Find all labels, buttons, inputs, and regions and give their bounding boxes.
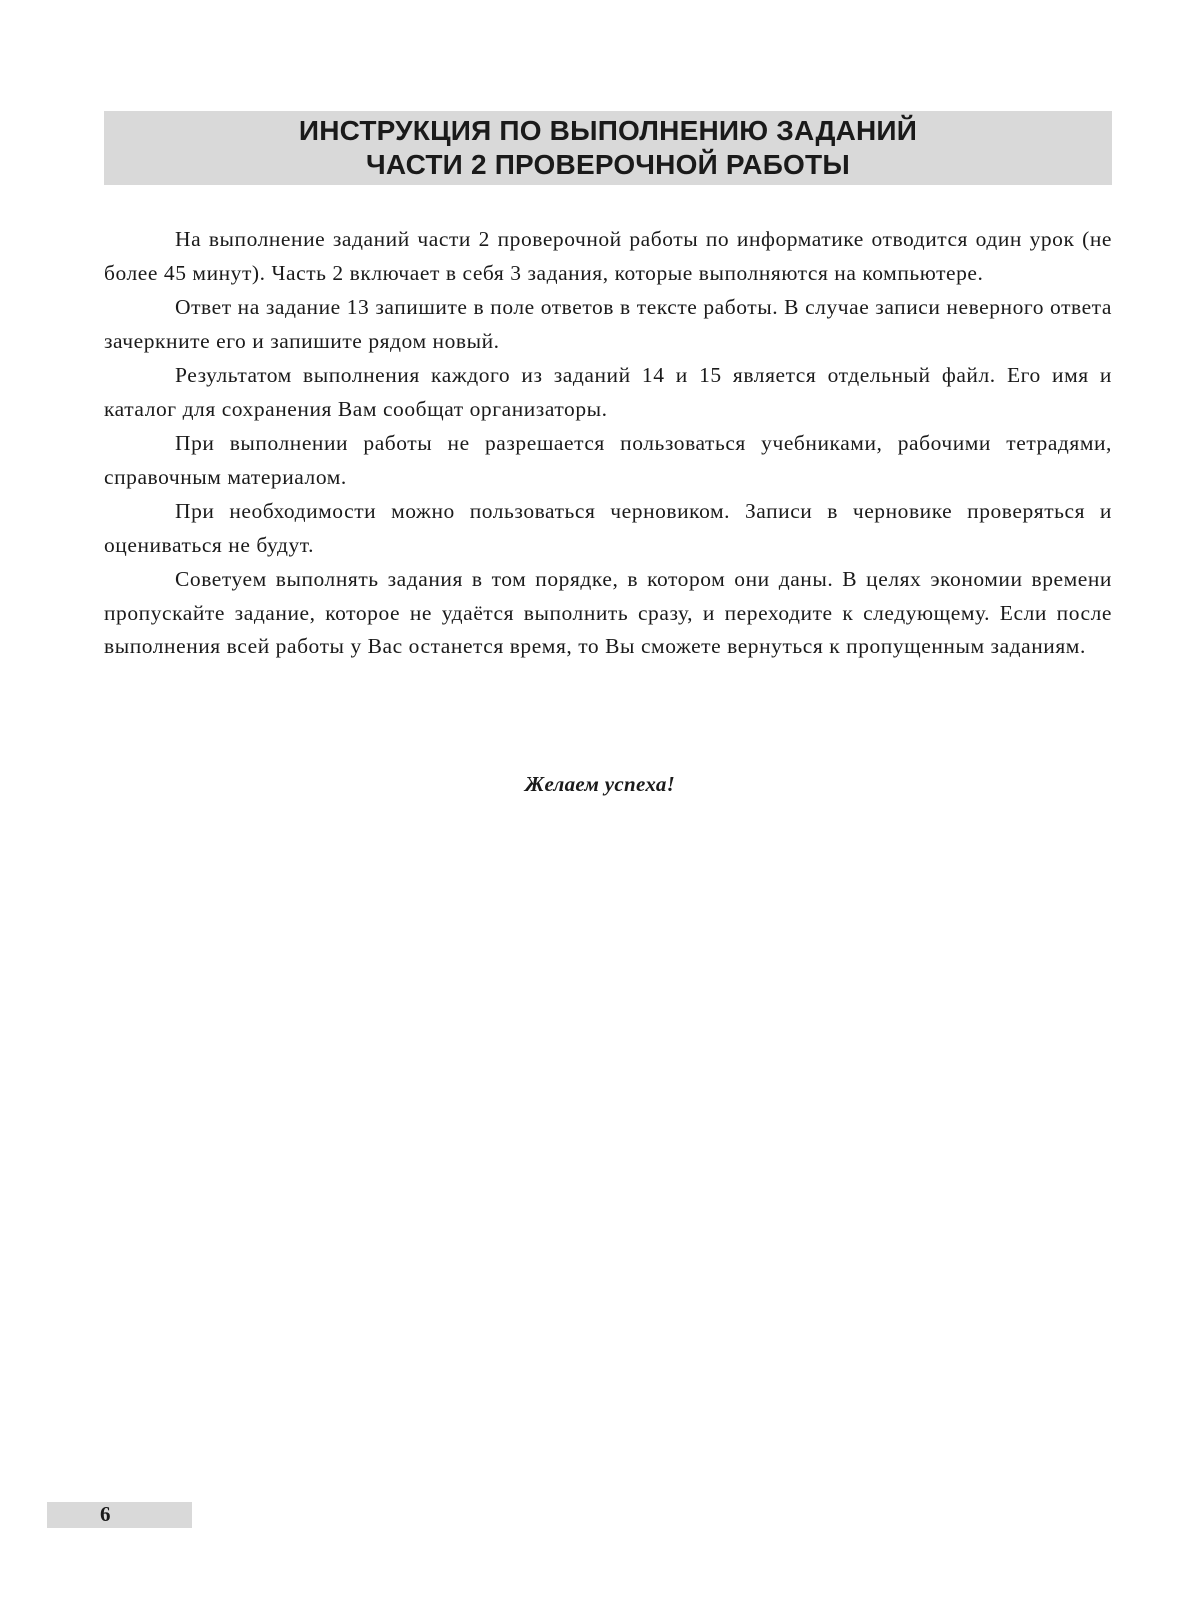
closing-wish: Желаем успеха!: [524, 772, 676, 796]
paragraph-task-order-advice: Советуем выполнять задания в том порядке, в котором они даны. В целях экономии времени пропускайте задание, которое не удаётся выполнить сразу, и переходите к следующему. Если после выполнения всей работы у Вас останется время, то Вы сможете вернуться к пропущенным заданиям.: [104, 567, 1112, 658]
section-title-line-1: ИНСТРУКЦИЯ ПО ВЫПОЛНЕНИЮ ЗАДАНИЙ: [298, 115, 918, 146]
section-title-line-2: ЧАСТИ 2 ПРОВЕРОЧНОЙ РАБОТЫ: [366, 149, 850, 180]
instructions-body: [104, 223, 1112, 665]
page-number: 6: [100, 1502, 111, 1526]
section-title: [104, 111, 1112, 185]
page-number-band: [47, 1502, 192, 1528]
paragraph-result-files: Результатом выполнения каждого из заданий 14 и 15 является отдельный файл. Его имя и каталог для сохранения Вам сообщат организаторы.: [104, 363, 1112, 421]
paragraph-time-allotment: На выполнение заданий части 2 проверочной работы по информатике отводится один урок (не более 45 минут). Часть 2 включает в себя 3 задания, которые выполняются на компьютере.: [104, 227, 1112, 285]
paragraph-no-textbooks: При выполнении работы не разрешается пользоваться учебниками, рабочими тетрадями, справочным материалом.: [104, 431, 1112, 489]
paragraph-draft-usage: При необходимости можно пользоваться черновиком. Записи в черновике проверяться и оцениваться не будут.: [104, 499, 1112, 557]
paragraph-task-13-answer: Ответ на задание 13 запишите в поле ответов в тексте работы. В случае записи неверного ответа зачеркните его и запишите рядом новый.: [104, 295, 1112, 353]
